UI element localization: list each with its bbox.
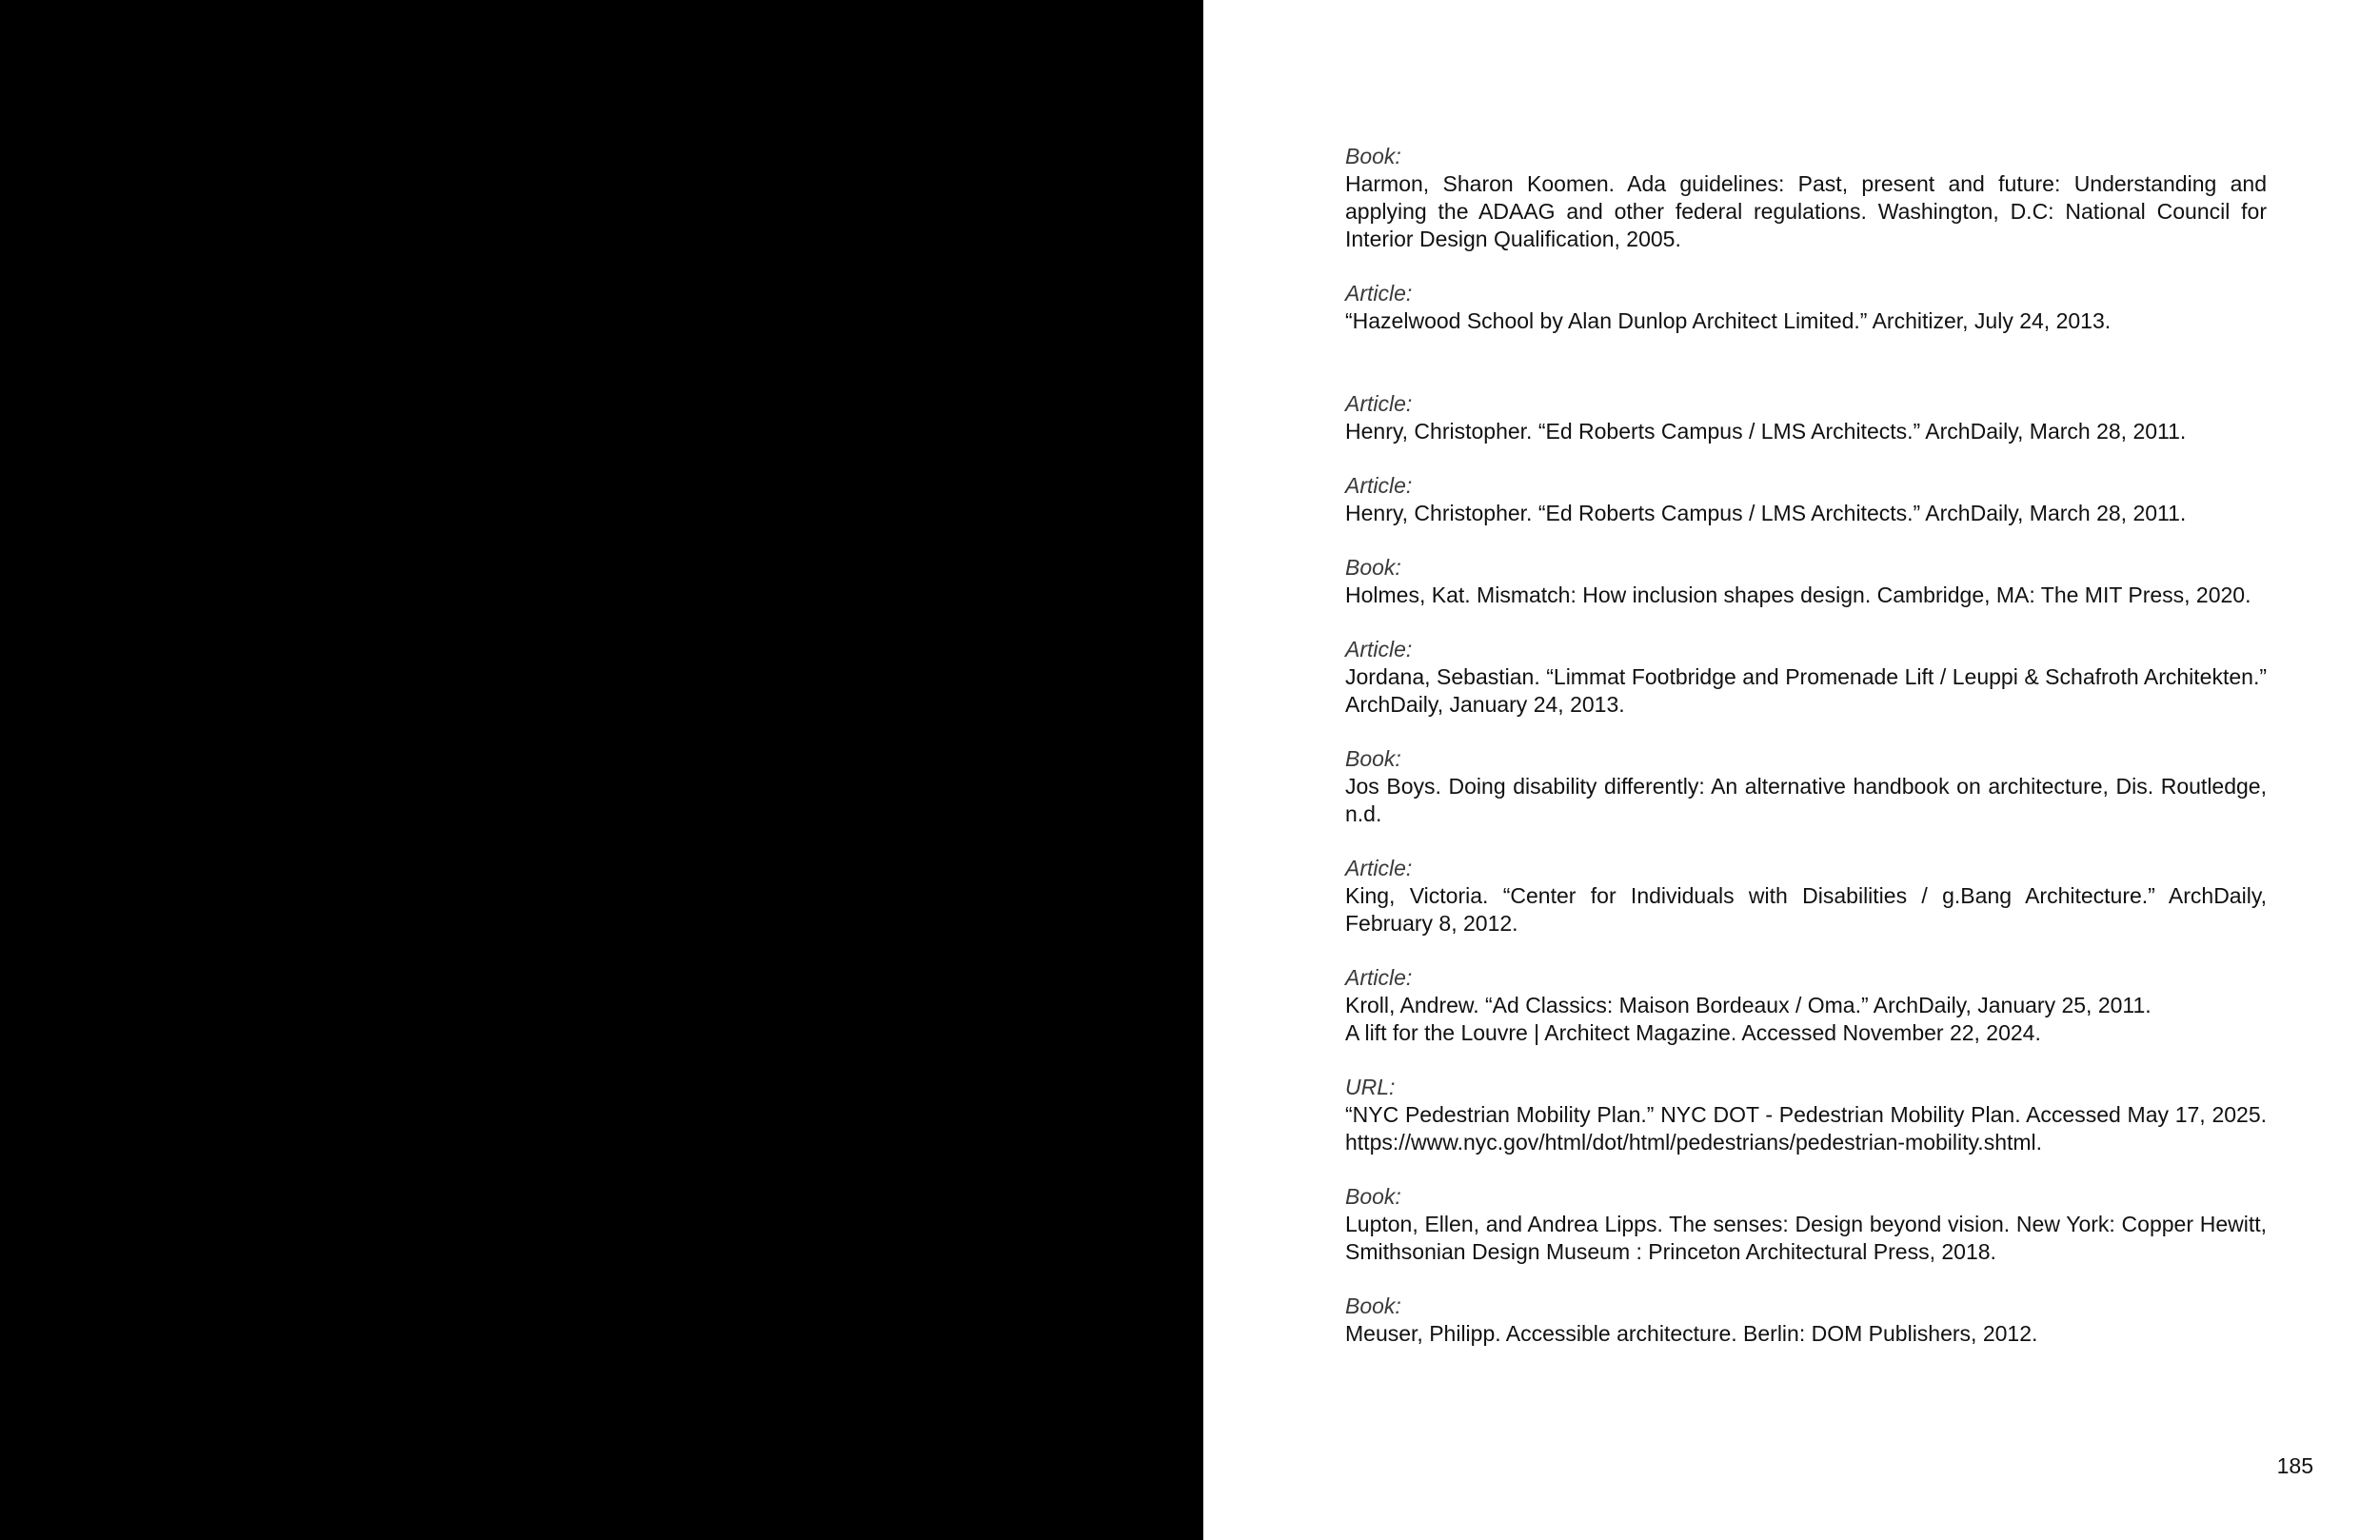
entry-citation: Henry, Christopher. “Ed Roberts Campus / LMS Architects.” ArchDaily, March 28, 2011. <box>1345 501 2187 525</box>
entry-citation: King, Victoria. “Center for Individuals with Disabilities / g.Bang Architecture.” ArchDaily, February 8, 2012. <box>1345 883 2267 936</box>
entry-type-label: Article: <box>1345 473 1413 498</box>
bibliography-entry <box>1345 1074 2267 1156</box>
bibliography-entry <box>1345 636 2267 719</box>
entry-type-label: Book: <box>1345 555 1401 580</box>
bibliography-entry <box>1345 964 2267 1047</box>
entry-type-label: Article: <box>1345 281 1413 306</box>
entry-citation: Lupton, Ellen, and Andrea Lipps. The senses: Design beyond vision. New York: Copper Hewitt, Smithsonian Design Museum : Princeton Architectural Press, 2018. <box>1345 1212 2267 1264</box>
bibliography-entry <box>1345 472 2267 527</box>
entry-type-label: Book: <box>1345 1293 1401 1318</box>
entry-citation: Harmon, Sharon Koomen. Ada guidelines: Past, present and future: Understanding and applying the ADAAG and other federal regulations. Washington, D.C: National Council for Interior Design Qualification, 2005. <box>1345 171 2267 251</box>
entry-type-label: Article: <box>1345 391 1413 416</box>
bibliography-entry <box>1345 1183 2267 1266</box>
bibliography-entry <box>1345 143 2267 253</box>
entry-citation: Henry, Christopher. “Ed Roberts Campus / LMS Architects.” ArchDaily, March 28, 2011. <box>1345 419 2187 444</box>
bibliography-entry <box>1345 280 2267 335</box>
entry-citation: “NYC Pedestrian Mobility Plan.” NYC DOT - Pedestrian Mobility Plan. Accessed May 17, 2025. https://www.nyc.gov/html/dot/html/pedestrians/pedestrian-mobility.shtml. <box>1345 1102 2267 1155</box>
bibliography-entry <box>1345 745 2267 828</box>
page-number: 185 <box>2276 1453 2313 1478</box>
bibliography-entry <box>1345 554 2267 609</box>
entry-type-label: Article: <box>1345 637 1413 661</box>
entry-citation: Kroll, Andrew. “Ad Classics: Maison Bordeaux / Oma.” ArchDaily, January 25, 2011. <box>1345 993 2152 1017</box>
entry-type-label: Book: <box>1345 1184 1401 1209</box>
entry-type-label: URL: <box>1345 1075 1396 1099</box>
entry-citation: Jordana, Sebastian. “Limmat Footbridge and Promenade Lift / Leuppi & Schafroth Architekten.” ArchDaily, January 24, 2013. <box>1345 664 2267 717</box>
entry-type-label: Article: <box>1345 856 1413 880</box>
entry-type-label: Book: <box>1345 144 1401 168</box>
entry-type-label: Article: <box>1345 965 1413 990</box>
bibliography-entry <box>1345 855 2267 938</box>
entry-citation: “Hazelwood School by Alan Dunlop Architect Limited.” Architizer, July 24, 2013. <box>1345 308 2112 333</box>
bibliography-entry <box>1345 1293 2267 1348</box>
right-page <box>1203 0 2380 1540</box>
entry-citation: Jos Boys. Doing disability differently: An alternative handbook on architecture, Dis. Routledge, n.d. <box>1345 774 2267 826</box>
entry-citation-extra: A lift for the Louvre | Architect Magazine. Accessed November 22, 2024. <box>1345 1020 2041 1045</box>
entry-citation: Meuser, Philipp. Accessible architecture. Berlin: DOM Publishers, 2012. <box>1345 1321 2038 1346</box>
bibliography-list <box>1345 143 2267 1374</box>
entry-type-label: Book: <box>1345 746 1401 771</box>
entry-citation: Holmes, Kat. Mismatch: How inclusion shapes design. Cambridge, MA: The MIT Press, 2020. <box>1345 582 2251 607</box>
bibliography-entry <box>1345 390 2267 445</box>
